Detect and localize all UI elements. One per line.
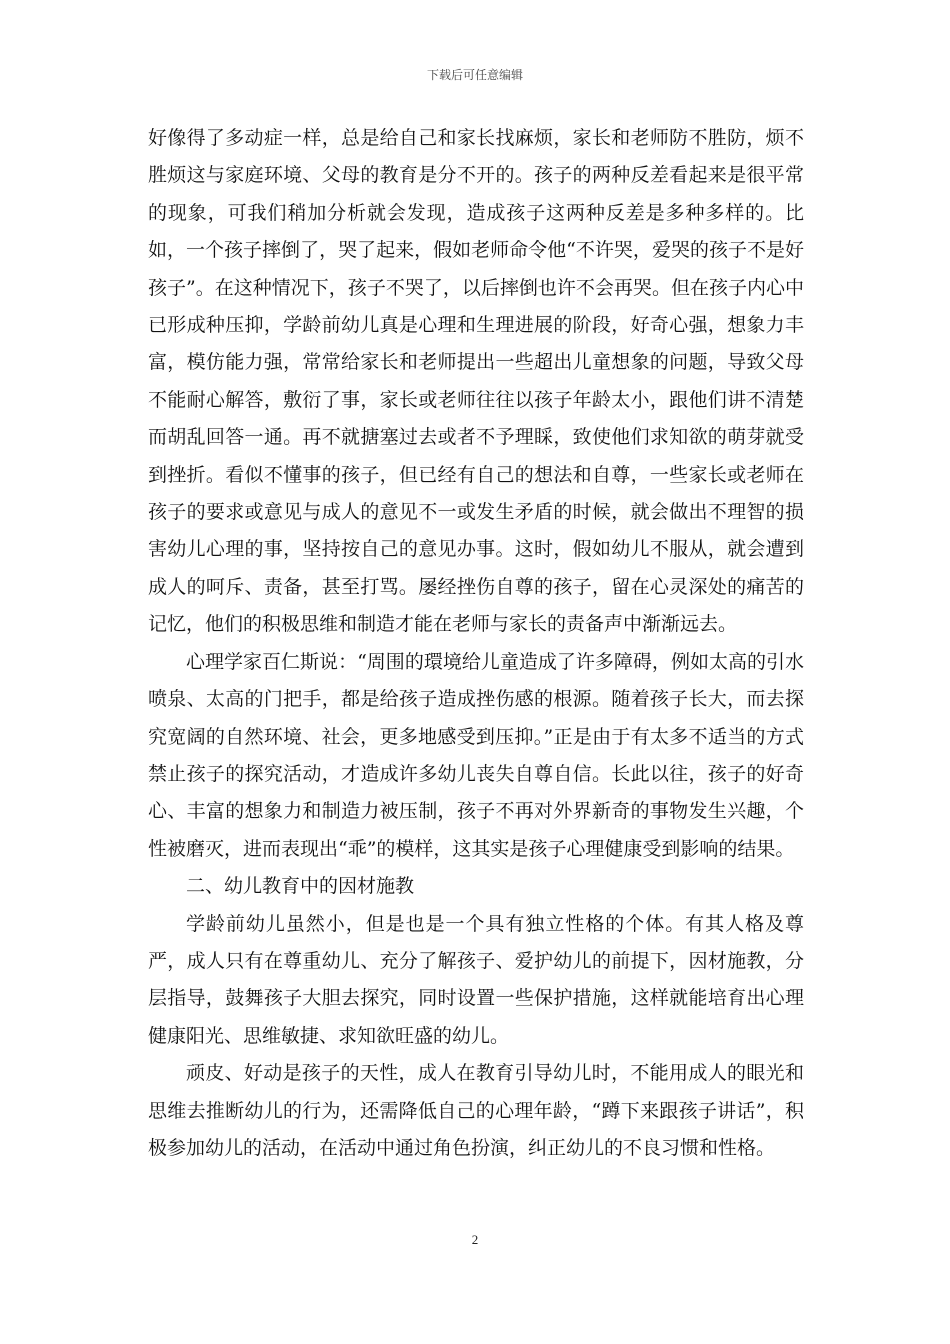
paragraph: 好像得了多动症一样，总是给自己和家长找麻烦，家长和老师防不胜防，烦不胜烦这与家庭环境、父母的教育是分不开的。孩子的两种反差看起来是很平常的现象，可我们稍加分析就会发现，造成孩子这两种反差是多种多样的。比如，一个孩子摔倒了，哭了起来，假如老师命令他“不许哭，爱哭的孩子不是好孩子”。在这种情况下，孩子不哭了，以后摔倒也许不会再哭。但在孩子内心中已形成种压抑，学龄前幼儿真是心理和生理进展的阶段，好奇心强，想象力丰富，模仿能力强，常常给家长和老师提出一些超出儿童想象的问题，导致父母不能耐心解答，敷衍了事，家长或老师往往以孩子年龄太小，跟他们讲不清楚而胡乱回答一通。再不就搪塞过去或者不予理睬，致使他们求知欲的萌芽就受到挫折。看似不懂事的孩子，但已经有自己的想法和自尊，一些家长或老师在孩子的要求或意见与成人的意见不一或发生矛盾的时候，就会做出不理智的损害幼儿心理的事，坚持按自己的意见办事。这时，假如幼儿不服从，就会遭到成人的呵斥、责备，甚至打骂。屡经挫伤自尊的孩子，留在心灵深处的痛苦的记忆，他们的积极思维和制造才能在老师与家长的责备声中渐渐远去。 [148,127,804,636]
paragraph: 学龄前幼儿虽然小，但是也是一个具有独立性格的个体。有其人格及尊严，成人只有在尊重幼儿、充分了解孩子、爱护幼儿的前提下，因材施教，分层指导，鼓舞孩子大胆去探究，同时设置一些保护措施，这样就能培育出心理健康阳光、思维敏捷、求知欲旺盛的幼儿。 [148,912,804,1047]
page-number: 2 [471,1232,479,1247]
page-header: 下载后可任意编辑 [426,68,523,82]
section-heading: 二、幼儿教育中的因材施教 [186,875,415,898]
paragraph: 顽皮、好动是孩子的天性，成人在教育引导幼儿时，不能用成人的眼光和思维去推断幼儿的行为，还需降低自己的心理年龄，“蹲下来跟孩子讲话”，积极参加幼儿的活动，在活动中通过角色扮演，纠正幼儿的不良习惯和性格。 [148,1062,804,1159]
paragraph: 心理学家百仁斯说：“周围的環境给儿童造成了许多障碍，例如太高的引水喷泉、太高的门把手，都是给孩子造成挫伤感的根源。随着孩子长大，而去探究宽阔的自然环境、社会，更多地感受到压抑。”正是由于有太多不适当的方式禁止孩子的探究活动，才造成许多幼儿丧失自尊自信。长此以往，孩子的好奇心、丰富的想象力和制造力被压制，孩子不再对外界新奇的事物发生兴趣，个性被磨灭，进而表现出“乖”的模样，这其实是孩子心理健康受到影响的结果。 [148,650,804,860]
document-body [148,120,804,1167]
